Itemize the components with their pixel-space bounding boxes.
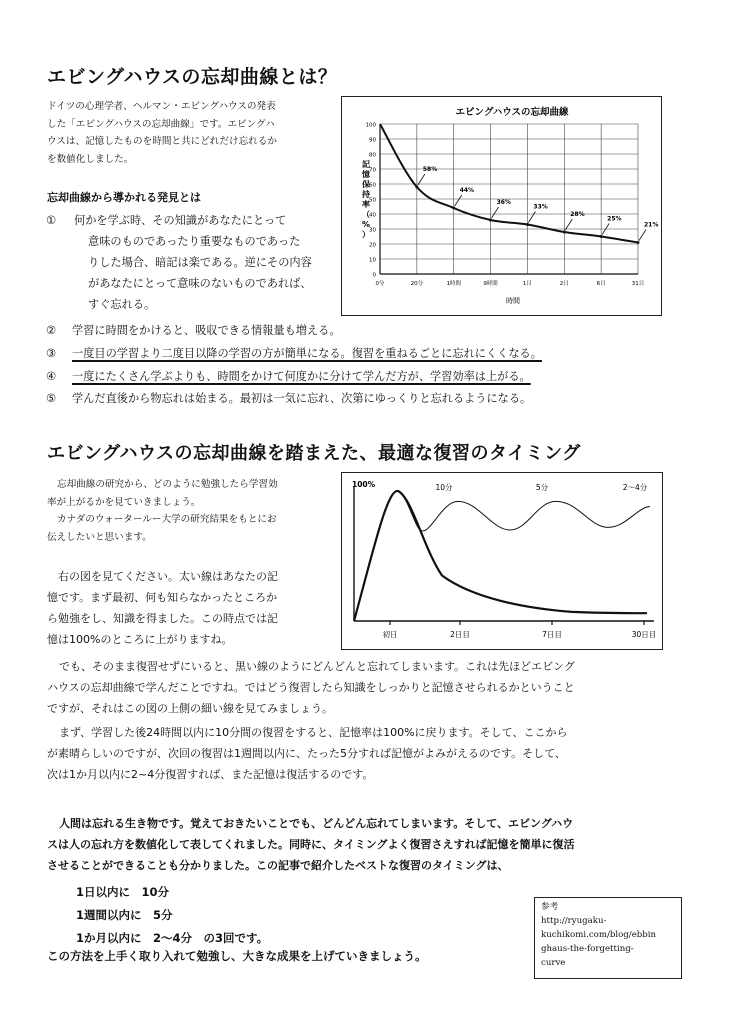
y-axis-label-char: （	[362, 210, 370, 219]
y-tick-label: 70	[369, 167, 376, 174]
data-label-arrow	[639, 230, 646, 241]
finding-text	[74, 210, 364, 315]
data-point	[600, 235, 603, 238]
review-label: 5分	[535, 483, 549, 492]
para-line: 右の図を見てください。太い線はあなたの記	[58, 570, 278, 583]
data-point	[415, 186, 418, 189]
reference-label: 参考	[541, 902, 559, 912]
data-point	[489, 219, 492, 222]
x-tick-label: 6日	[596, 281, 606, 287]
intro-line: カナダのウォータールー大学の研究結果をもとにお	[57, 514, 277, 525]
schedule-item: 1週間以内に 5分	[76, 908, 173, 922]
data-label: 21%	[644, 221, 659, 229]
reference-url[interactable]	[541, 914, 675, 970]
para-line: が素晴らしいのですが、次回の復習は1週間以内に、たった5分すれば記憶がよみがえるのです。そして、	[47, 747, 566, 760]
y-tick-label: 50	[369, 197, 376, 204]
intro-line: 伝えしたいと思います。	[47, 531, 152, 543]
y-tick-label: 40	[369, 212, 376, 219]
data-label: 25%	[607, 215, 622, 223]
intro-line: を数値化しました。	[47, 153, 134, 165]
section1-title: エビングハウスの忘却曲線とは？	[47, 66, 338, 88]
data-label-arrow	[418, 174, 425, 185]
data-label-arrow	[528, 212, 535, 223]
data-point	[526, 223, 529, 226]
reference-url-line: http://ryugaku-	[541, 916, 607, 926]
y-tick-label: 20	[369, 242, 376, 249]
finding-text: 学習に時間をかけると、吸収できる情報量も増える。	[72, 324, 341, 337]
x-tick-label: 7日目	[542, 630, 562, 639]
schedule-item: 1か月以内に 2～4分 の3回です。	[76, 931, 269, 945]
data-point	[452, 207, 455, 210]
x-tick-label: 1時間	[446, 281, 461, 287]
y-axis-label-char: %	[362, 220, 371, 229]
section2-left-para	[47, 566, 337, 650]
x-tick-label: 1日	[522, 281, 532, 287]
finding-line: 何かを学ぶ時、その知識があなたにとって	[74, 214, 287, 227]
x-tick-label: 20分	[410, 281, 424, 287]
reference-url-line: curve	[541, 958, 566, 968]
finding-text: 一度にたくさん学ぶよりも、時間をかけて何度かに分けて学んだ方が、学習効率は上がる。	[72, 370, 531, 383]
conclusion-line: 人間は忘れる生き物です。覚えておきたいことでも、どんどん忘れてしまいます。そして、エビングハウ	[59, 817, 574, 830]
review-timing-svg	[342, 473, 662, 649]
finding-line: すぐ忘れる。	[88, 298, 156, 311]
y-axis-label-char: 率	[362, 200, 370, 209]
conclusion-line: スは人の忘れ方を数値化して表してくれました。同時に、タイミングよく復習さえすれば記憶を簡単に復活	[47, 838, 575, 851]
y-tick-label: 30	[369, 227, 376, 234]
intro-line: した「エビングハウスの忘却曲線」です。エビングハ	[47, 118, 275, 130]
y-axis-label-char: ）	[362, 230, 370, 239]
review-label: 2～4分	[622, 483, 648, 492]
data-label-arrow	[565, 219, 572, 230]
top-label: 100%	[352, 480, 376, 489]
finding-num: ③	[46, 347, 57, 360]
x-axis-label: 時間	[506, 297, 520, 305]
intro-line: ウスは、記憶したものを時間と共にどれだけ忘れるか	[47, 136, 277, 147]
y-axis-label-char: 記	[362, 160, 370, 169]
y-tick-label: 100	[365, 122, 376, 129]
section2-title: エビングハウスの忘却曲線を踏まえた、最適な復習のタイミング	[47, 443, 581, 464]
data-label: 44%	[459, 187, 475, 194]
y-tick-label: 10	[369, 257, 376, 264]
data-label-arrow	[455, 195, 462, 206]
data-label: 28%	[570, 211, 585, 218]
section1-intro	[47, 98, 337, 168]
finding-num: ②	[46, 324, 57, 337]
data-point	[563, 231, 566, 234]
chart-title: エビングハウスの忘却曲線	[455, 107, 569, 118]
para-line: ハウスの忘却曲線で学んだことですね。ではどう復習したら知識をしっかりと記憶させられるかということ	[47, 681, 575, 694]
data-label: 36%	[496, 199, 511, 206]
schedule-item: 1日以内に 10分	[76, 885, 170, 899]
reference-box	[534, 897, 682, 979]
para-line: でも、そのまま復習せずにいると、黒い線のようにどんどんと忘れてしまいます。これは先ほどエビング	[59, 660, 575, 673]
data-label-arrow	[492, 207, 499, 218]
conclusion-line: させることができることも分かりました。この記事で紹介したベストな復習のタイミングは、	[47, 859, 509, 872]
memory-curve-no-review	[354, 491, 647, 621]
y-tick-label: 80	[369, 152, 376, 159]
finding-line: 意味のものであったり重要なものであった	[88, 235, 301, 248]
forgetting-curve-chart	[341, 96, 662, 316]
x-tick-label: 31日	[631, 281, 645, 287]
data-label: 58%	[422, 166, 438, 173]
reference-url-line: ghaus-the-forgetting-	[541, 944, 634, 954]
x-tick-label: 9時間	[483, 281, 498, 287]
x-tick-label: 初日	[382, 630, 398, 639]
review-label: 10分	[435, 483, 453, 492]
finding-num: ④	[46, 370, 57, 383]
data-point	[637, 241, 640, 244]
reference-url-line: kuchikomi.com/blog/ebbin	[541, 930, 657, 940]
section2-intro	[47, 476, 337, 546]
para-line: 次は1か月以内に2~4分復習すれば、また記憶は復活するのです。	[47, 768, 374, 781]
finding-text: 一度目の学習より二度目以降の学習の方が簡単になる。復習を重ねるごとに忘れにくくなる。	[72, 347, 542, 360]
review-timing-chart	[341, 472, 663, 650]
y-tick-label: 60	[369, 182, 376, 189]
intro-line: 率が上がるかを見ていきましょう。	[47, 496, 201, 508]
intro-line: 忘却曲線の研究から、どのように勉強したら学習効	[57, 479, 278, 490]
para-line: まず、学習した後24時間以内に10分間の復習をすると、記憶率は100%に戻ります。そして、ここから	[59, 726, 568, 739]
section2-para2	[47, 722, 687, 785]
x-tick-label: 2日目	[450, 630, 470, 639]
x-tick-label: 0分	[375, 281, 385, 287]
y-axis-label-char: 憶	[362, 170, 370, 179]
memory-curve-with-review	[398, 491, 650, 531]
section2-para1	[47, 656, 687, 719]
y-tick-label: 0	[372, 272, 376, 279]
closing-line: この方法を上手く取り入れて勉強し、大きな成果を上げていきましょう。	[47, 949, 427, 963]
finding-num: ⑤	[46, 392, 57, 405]
finding-line: があなたにとって意味のないものであれば、	[88, 277, 312, 290]
forgetting-curve-svg	[342, 97, 661, 315]
data-label: 33%	[533, 203, 548, 211]
y-tick-label: 90	[369, 137, 376, 144]
y-axis-label-char: 持	[362, 190, 370, 199]
finding-num: ①	[46, 214, 57, 227]
y-axis-label-char: 保	[362, 180, 370, 189]
conclusion-para	[47, 813, 687, 876]
para-line: ですが、それはこの図の上側の細い線を見てみましょう。	[47, 702, 333, 715]
x-tick-label: 2日	[559, 281, 569, 287]
intro-line: ドイツの心理学者、ヘルマン・エビングハウスの発表	[47, 101, 276, 112]
review-schedule	[76, 881, 268, 950]
finding-line: りした場合、暗記は楽である。逆にその内容	[88, 256, 312, 269]
para-line: ら勉強をし、知識を得ました。この時点では記	[47, 612, 278, 625]
para-line: 憶です。まず最初、何も知らなかったところか	[47, 591, 278, 604]
findings-heading: 忘却曲線から導かれる発見とは	[47, 191, 201, 204]
x-tick-label: 30日目	[631, 630, 657, 639]
finding-text: 学んだ直後から物忘れは始まる。最初は一気に忘れ、次第にゆっくりと忘れるようになる。	[72, 392, 532, 405]
para-line: 憶は100%のところに上がりますね。	[47, 633, 233, 646]
